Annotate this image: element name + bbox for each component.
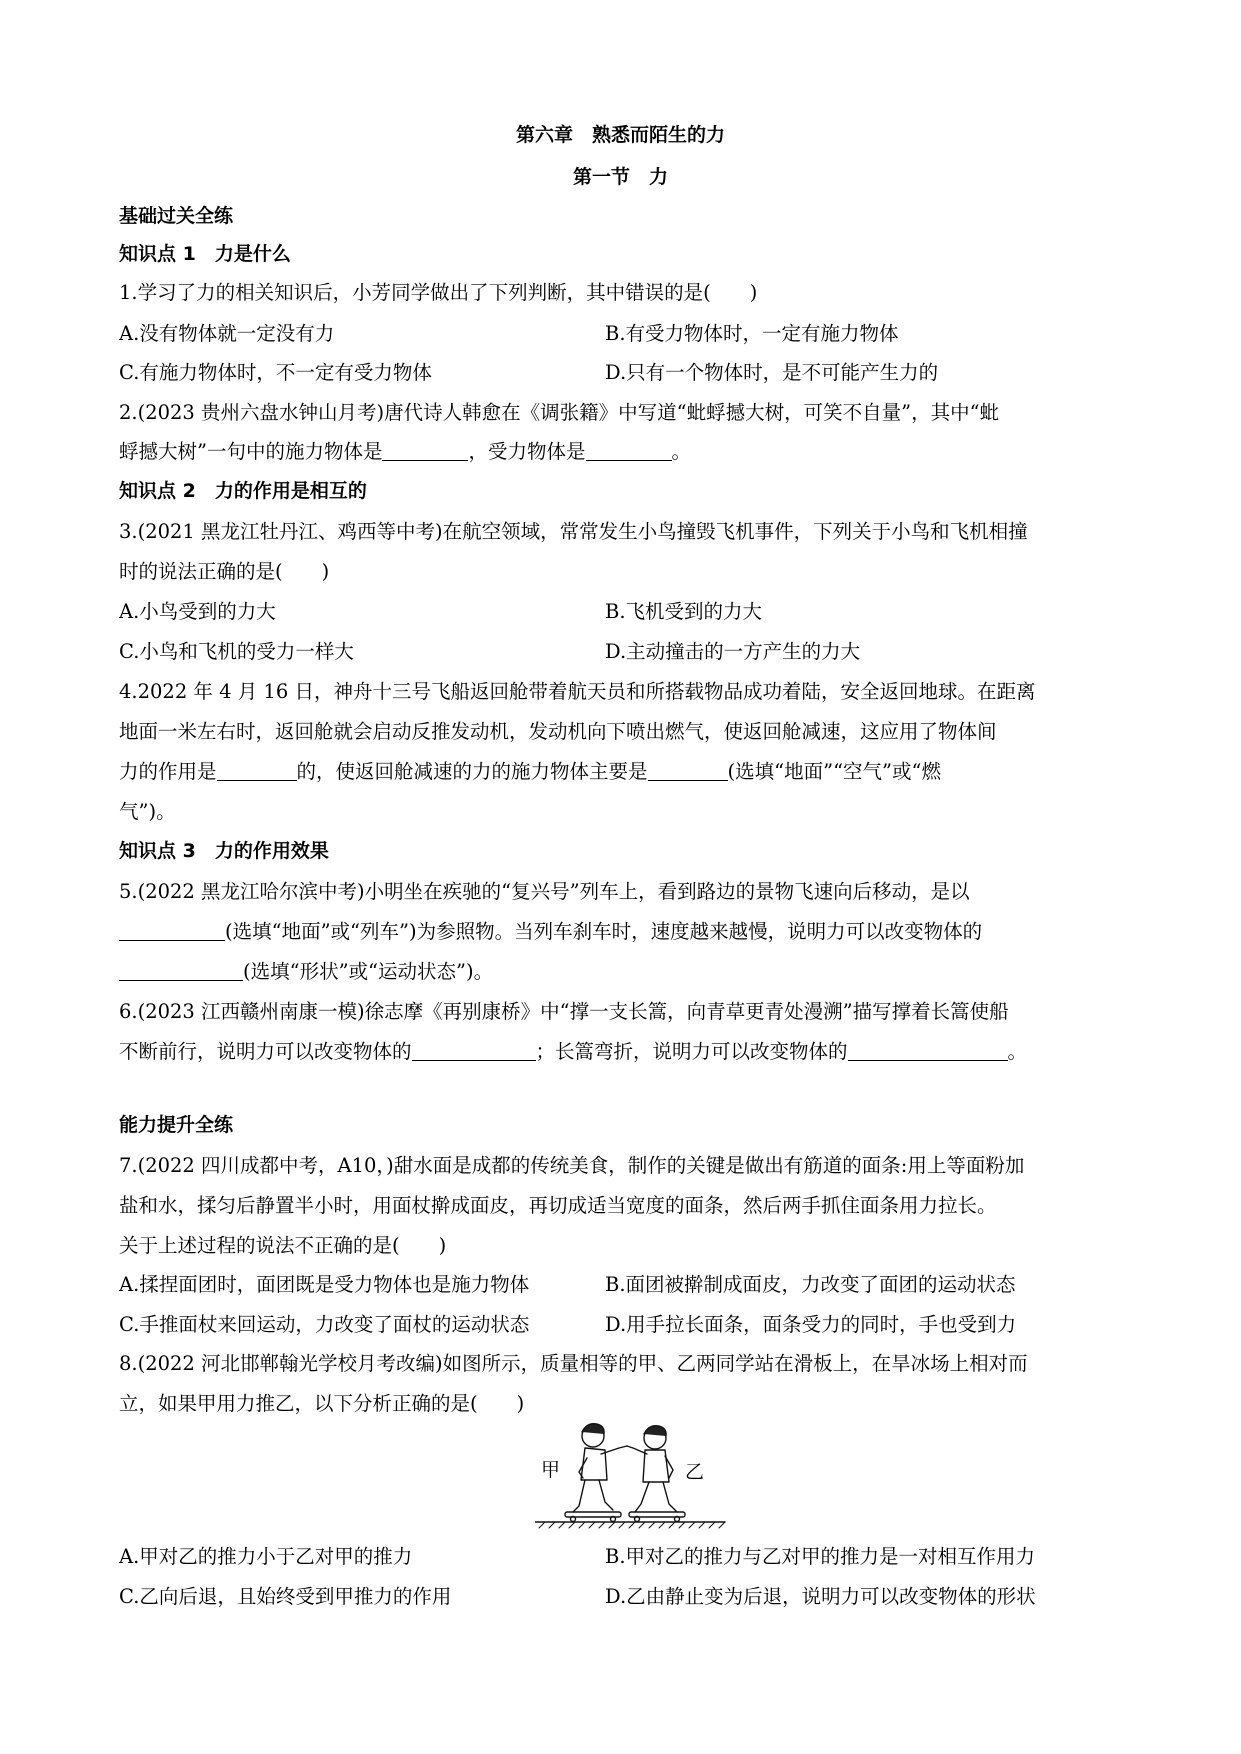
q8-option-c: C.乙向后退，且始终受到甲推力的作用 bbox=[119, 1585, 452, 1608]
q2-text-b: ，受力物体是 bbox=[468, 440, 586, 463]
q6-line-1: 6.(2023 江西赣州南康一模)徐志摩《再别康桥》中“撑一支长篙，向青草更青处漫溯”描写撑着长篙使船 bbox=[119, 1000, 1009, 1023]
q7-line-3: 关于上述过程的说法不正确的是( ) bbox=[119, 1234, 447, 1257]
skating-push-figure bbox=[535, 1418, 735, 1531]
q4-text-b: 的，使返回舱减速的力的施力物体主要是 bbox=[296, 760, 648, 783]
q6-text-b: ；长篙弯折，说明力可以改变物体的 bbox=[535, 1040, 848, 1063]
q5-blank-2[interactable] bbox=[119, 961, 243, 981]
skaters-illustration bbox=[535, 1418, 735, 1531]
q6-blank-1[interactable] bbox=[412, 1041, 536, 1061]
q2-blank-2[interactable] bbox=[586, 441, 672, 461]
q5-line-2 bbox=[119, 916, 982, 944]
q3-line-2: 时的说法正确的是( ) bbox=[119, 560, 330, 583]
q3-option-b: B.飞机受到的力大 bbox=[605, 600, 763, 623]
q7-line-2: 盐和水，揉匀后静置半小时，用面杖擀成面皮，再切成适当宽度的面条，然后两手抓住面条用力拉长。 bbox=[119, 1194, 997, 1217]
q1-option-c: C.有施力物体时，不一定有受力物体 bbox=[119, 361, 432, 384]
q1-option-d: D.只有一个物体时，是不可能产生力的 bbox=[605, 361, 939, 384]
label-yi: 乙 bbox=[685, 1461, 705, 1483]
q8-option-b: B.甲对乙的推力与乙对甲的推力是一对相互作用力 bbox=[605, 1545, 1036, 1568]
q5-line-3 bbox=[119, 956, 493, 984]
q3-option-d: D.主动撞击的一方产生的力大 bbox=[605, 640, 861, 663]
q7-option-d: D.用手拉长面条，面条受力的同时，手也受到力 bbox=[605, 1313, 1017, 1336]
section-title: 第一节 力 bbox=[572, 166, 668, 188]
q4-line-2: 地面一米左右时，返回舱就会启动反推发动机，发动机向下喷出燃气，使返回舱减速，这应用了物体间 bbox=[119, 720, 997, 743]
basic-practice-heading: 基础过关全练 bbox=[119, 205, 234, 227]
q6-blank-2[interactable] bbox=[848, 1041, 1008, 1061]
q1-stem: 1.学习了力的相关知识后，小芳同学做出了下列判断，其中错误的是( ) bbox=[119, 281, 758, 304]
q3-option-a: A.小鸟受到的力大 bbox=[119, 600, 276, 623]
q4-blank-1[interactable] bbox=[217, 761, 297, 781]
q5-blank-1[interactable] bbox=[119, 921, 225, 941]
q2-text-c: 。 bbox=[671, 440, 692, 463]
q4-blank-2[interactable] bbox=[648, 761, 728, 781]
q2-line-1: 2.(2023 贵州六盘水钟山月考)唐代诗人韩愈在《调张籍》中写道“蚍蜉撼大树，可笑不自量”，其中“蚍 bbox=[119, 401, 1000, 424]
q6-text-a: 不断前行，说明力可以改变物体的 bbox=[119, 1040, 412, 1063]
q2-blank-1[interactable] bbox=[382, 441, 468, 461]
q6-text-c: 。 bbox=[1007, 1040, 1028, 1063]
q3-option-c: C.小鸟和飞机的受力一样大 bbox=[119, 640, 354, 663]
q8-option-d: D.乙由静止变为后退，说明力可以改变物体的形状 bbox=[605, 1585, 1036, 1608]
q1-option-a: A.没有物体就一定没有力 bbox=[119, 322, 335, 345]
q7-option-c: C.手推面杖来回运动，力改变了面杖的运动状态 bbox=[119, 1313, 530, 1336]
chapter-title: 第六章 熟悉而陌生的力 bbox=[515, 124, 725, 146]
knowledge-point-3-heading: 知识点 3 力的作用效果 bbox=[119, 840, 329, 862]
q8-option-a: A.甲对乙的推力小于乙对甲的推力 bbox=[119, 1545, 413, 1568]
q4-text-a: 力的作用是 bbox=[119, 760, 217, 783]
q7-option-b: B.面团被擀制成面皮，力改变了面团的运动状态 bbox=[605, 1273, 1016, 1296]
q3-line-1: 3.(2021 黑龙江牡丹江、鸡西等中考)在航空领域，常常发生小鸟撞毁飞机事件，下列关于小鸟和飞机相撞 bbox=[119, 520, 1028, 543]
q8-line-1: 8.(2022 河北邯郸翰光学校月考改编)如图所示，质量相等的甲、乙两同学站在滑板上，在旱冰场上相对而 bbox=[119, 1352, 1028, 1375]
q5-line-1: 5.(2022 黑龙江哈尔滨中考)小明坐在疾驰的“复兴号”列车上，看到路边的景物飞速向后移动，是以 bbox=[119, 880, 970, 903]
q8-line-2: 立，如果甲用力推乙，以下分析正确的是( ) bbox=[119, 1392, 525, 1415]
q6-line-2 bbox=[119, 1036, 1027, 1064]
q5-text-b: (选填“地面”或“列车”)为参照物。当列车刹车时，速度越来越慢，说明力可以改变物体的 bbox=[225, 920, 983, 943]
q4-line-3 bbox=[119, 756, 941, 784]
q4-text-c: (选填“地面”“空气”或“燃 bbox=[727, 760, 941, 783]
q1-option-b: B.有受力物体时，一定有施力物体 bbox=[605, 322, 899, 345]
q7-line-1: 7.(2022 四川成都中考，A10，)甜水面是成都的传统美食，制作的关键是做出有筋道的面条:用上等面粉加 bbox=[119, 1154, 1025, 1177]
q2-text-a: 蜉撼大树”一句中的施力物体是 bbox=[119, 440, 383, 463]
label-jia: 甲 bbox=[541, 1459, 561, 1481]
q7-option-a: A.揉捏面团时，面团既是受力物体也是施力物体 bbox=[119, 1273, 530, 1296]
ability-practice-heading: 能力提升全练 bbox=[119, 1114, 234, 1136]
q4-line-1: 4.2022 年 4 月 16 日，神舟十三号飞船返回舱带着航天员和所搭载物品成功着陆，安全返回地球。在距离 bbox=[119, 680, 1036, 703]
knowledge-point-2-heading: 知识点 2 力的作用是相互的 bbox=[119, 480, 367, 502]
q5-text-c: (选填“形状”或“运动状态”)。 bbox=[243, 960, 494, 983]
q2-line-2 bbox=[119, 436, 691, 464]
q4-line-4: 气”)。 bbox=[119, 800, 176, 823]
knowledge-point-1-heading: 知识点 1 力是什么 bbox=[119, 243, 291, 265]
